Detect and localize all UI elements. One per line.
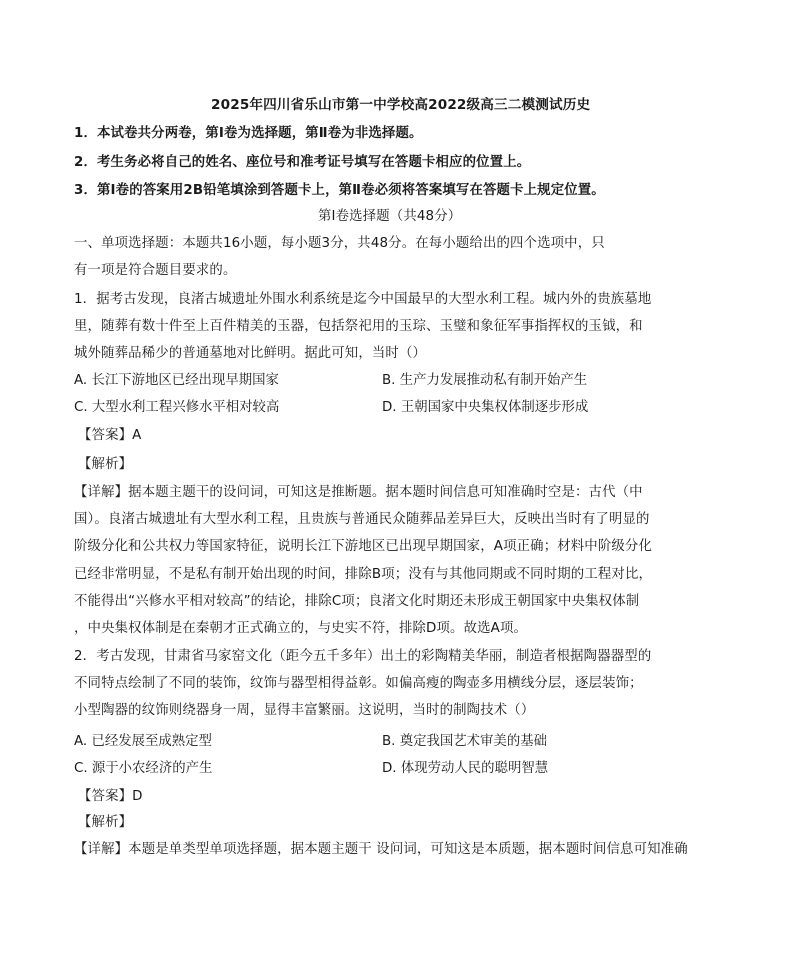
section-title: 第Ⅰ卷选择题（共48分）	[318, 209, 462, 224]
q1-detail-line: 阶级分化和公共权力等国家特征，说明长江下游地区已出现早期国家，A项正确；材料中阶级分化	[74, 539, 653, 554]
q1-detail-line: 不能得出“兴修水平相对较高”的结论，排除C项；良渚文化时期还未形成王朝国家中央集权体制	[74, 594, 640, 609]
q1-detail-line: 【详解】据本题主题干的设问词，可知这是推断题。据本题时间信息可知准确时空是：古代（中	[74, 485, 643, 500]
q1-option-b: B. 生产力发展推动私有制开始产生	[382, 373, 588, 388]
q1-stem-line: 城外随葬品稀少的普通墓地对比鲜明。据此可知，当时（）	[74, 346, 427, 361]
q2-analysis-label: 【解析】	[78, 815, 133, 830]
q2-stem-line: 小型陶器的纹饰则绕器身一周，显得丰富繁丽。这说明，当时的制陶技术（）	[74, 703, 535, 718]
q2-stem-line: 不同特点绘制了不同的装饰，纹饰与器型相得益彰。如偏高瘦的陶壶多用横线分层，逐层装饰；	[74, 676, 643, 691]
q2-option-b: B. 奠定我国艺术审美的基础	[382, 734, 547, 749]
q2-option-a: A. 已经发展至成熟定型	[74, 734, 212, 749]
q1-stem-line: 1．据考古发现，良渚古城遗址外围水利系统是迄今中国最早的大型水利工程。城内外的贵族墓地	[74, 292, 652, 307]
q1-analysis-label: 【解析】	[78, 457, 133, 472]
section-intro-line: 有一项是符合题目要求的。	[74, 263, 237, 278]
q1-option-c: C. 大型水利工程兴修水平相对较高	[74, 400, 280, 415]
page-title: 2025年四川省乐山市第一中学校高2022级高三二模测试历史	[211, 97, 591, 113]
q2-option-c: C. 源于小农经济的产生	[74, 761, 213, 776]
q2-stem-line: 2．考古发现，甘肃省马家窑文化（距今五千多年）出土的彩陶精美华丽，制造者根据陶器器型的	[74, 649, 652, 664]
q1-detail-line: ，中央集权体制是在秦朝才正式确立的，与史实不符，排除D项。故选A项。	[74, 621, 528, 636]
q2-option-d: D. 体现劳动人民的聪明智慧	[382, 761, 549, 776]
instruction-1: 1．本试卷共分两卷，第Ⅰ卷为选择题，第Ⅱ卷为非选择题。	[74, 126, 423, 141]
q1-detail-line: 已经非常明显，不是私有制开始出现的时间，排除B项；没有与其他同期或不同时期的工程对比，	[74, 567, 653, 582]
q1-option-d: D. 王朝国家中央集权体制逐步形成	[382, 400, 589, 415]
instruction-2: 2．考生务必将自己的姓名、座位号和准考证号填写在答题卡相应的位置上。	[74, 155, 531, 170]
instruction-3: 3．第Ⅰ卷的答案用2B铅笔填涂到答题卡上，第Ⅱ卷必须将答案填写在答题卡上规定位置。	[74, 183, 605, 198]
q1-answer: 【答案】A	[78, 428, 142, 443]
q2-answer: 【答案】D	[78, 789, 143, 804]
q1-option-a: A. 长江下游地区已经出现早期国家	[74, 373, 279, 388]
q1-stem-line: 里，随葬有数十件至上百件精美的玉器，包括祭祀用的玉琮、玉璧和象征军事指挥权的玉钺，和	[74, 319, 643, 334]
q1-detail-line: 国）。良渚古城遗址有大型水利工程，且贵族与普通民众随葬品差异巨大，反映出当时有了明显的	[74, 512, 650, 527]
section-intro-line: 一、单项选择题：本题共16小题，每小题3分，共48分。在每小题给出的四个选项中，只	[74, 236, 605, 251]
q2-detail-line: 【详解】本题是单类型单项选择题，据本题主题干 设问词，可知这是本质题，据本题时间信息可知准确	[74, 842, 688, 857]
